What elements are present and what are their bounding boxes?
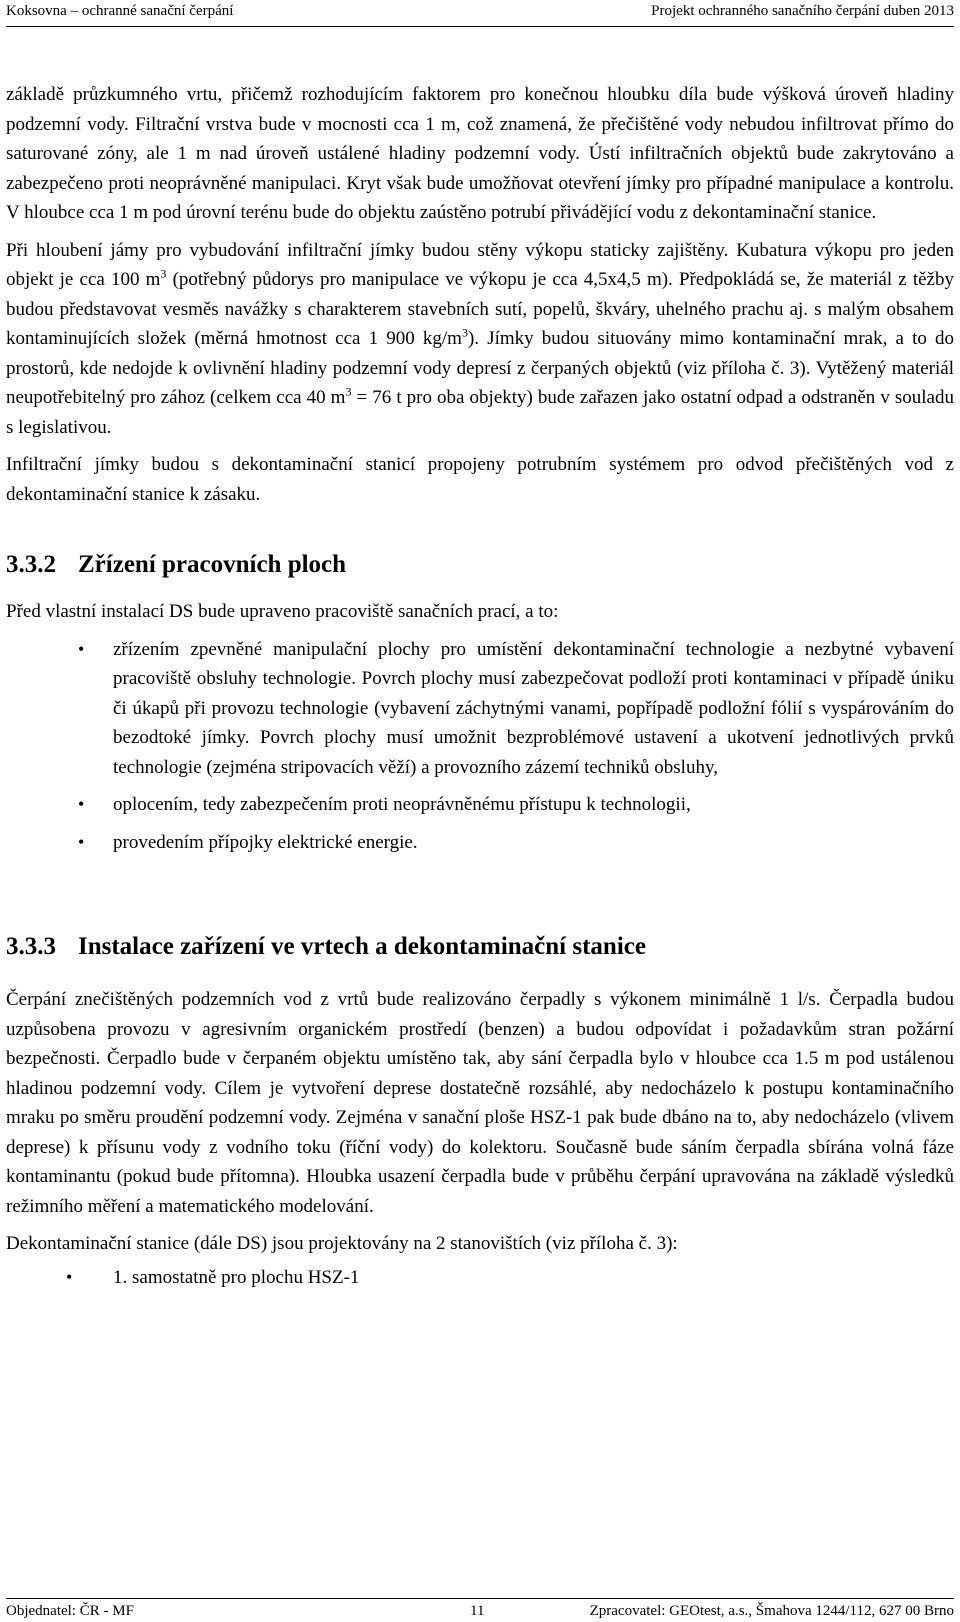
superscript: 3 [461,325,468,340]
superscript: 3 [160,266,167,281]
superscript: 3 [345,384,352,399]
section-title: Zřízení pracovních ploch [78,551,347,578]
text-segment: ). Jímky budou situovány mimo kontaminační mrak, a to do prostorů, kde nedojde k ovlivnění hladiny podzemní vody depresí z čerpaných objektů (viz příloha č. 3). Vytěžený materiál neupotřebitelný pro zához (celkem cca 40 m [6,328,954,408]
section-heading-333 [6,931,954,963]
section-number: 3.3.2 [6,551,56,578]
list-item-text: oplocením, tedy zabezpečením proti neoprávněnému přístupu k technologii, [113,794,691,815]
section-332-intro: Před vlastní instalací DS bude upraveno pracoviště sanačních prací, a to: [6,601,559,622]
list-item [6,790,954,820]
section-333-paragraph-pumping: Čerpání znečištěných podzemních vod z vrtů bude realizováno čerpadly s výkonem minimálně 1 l/s. Čerpadla budou uzpůsobena provozu v agresivním organickém prostředí (benzen) a budou odpovídat i požadavkům stran požární bezpečnosti. Čerpadlo bude v čerpaném objektu umístěno tak, aby sání čerpadla bylo v hloubce cca 1.5 m pod ustálenou hladinou podzemní vody. Cílem je vytvoření deprese dostatečně rozsáhlé, aby nedocházelo k postupu kontaminačního mraku po směru proudění podzemní vody. Zejména v sanační ploše HSZ-1 pak bude dbáno na to, aby nedocházelo (vlivem deprese) k přísunu vody z vodního toku (říční vody) do kolektoru. Současně bude sáním čerpadla sbírána volná fáze kontaminantu (pokud bude přítomna). Hloubka usazení čerpadla bude v průběhu čerpání upravována na základě výsledků režimního měření a matematického modelování. [6,989,954,1217]
list-item-text: provedením přípojky elektrické energie. [113,831,418,853]
bullet-icon: • [78,794,85,814]
bullet-icon: • [78,638,85,659]
work-area-list [6,635,954,858]
header-left-text: Koksovna – ochranné sanační čerpání [6,3,234,19]
list-item [6,828,954,858]
list-item-text: 1. samostatně pro plochu HSZ-1 [113,1266,360,1288]
stations-list [6,1263,954,1293]
text-segment: (potřebný půdorys pro manipulace ve výkopu je cca 4,5x4,5 m). Předpokládá se, že materiál z těžby budou představovat vesměs navážky s charakterem stavebních sutí, popelů, škváry, uhelného prachu aj. s malým obsahem kontaminujících složek (měrná hmotnost cca 1 900 kg/m [6,269,954,349]
text-segment: Při hloubení jámy pro vybudování infiltrační jímky budou stěny výkopu staticky zajištěny. Kubatura výkopu pro jeden objekt je cca 100 m [6,239,954,290]
bullet-icon: • [78,831,85,852]
text-segment: = 76 t pro oba objekty) bude zařazen jako ostatní odpad a odstraněn v souladu s legislativou. [6,387,954,438]
section-number: 3.3.3 [6,933,56,960]
page-header [6,0,954,27]
section-heading-332 [6,549,954,581]
header-right-text: Projekt ochranného sanačního čerpání duben 2013 [651,3,954,19]
footer-client: Objednatel: ČR - MF [6,1603,134,1619]
section-title: Instalace zařízení ve vrtech a dekontaminační stanice [78,933,646,960]
page-footer [6,1598,954,1621]
list-item [6,635,954,783]
list-item-text: zřízením zpevněné manipulační plochy pro umístění dekontaminační technologie a nezbytné vybavení pracoviště obsluhy technologie. Povrch plochy musí zabezpečovat podloží proti kontaminaci v případě úniku či úkapů při provozu technologie (vybavení záchytnými vanami, popřípadě podložní fólií s vyspárováním do bezodtoké jímky. Povrch plochy musí umožnit bezproblémové ustavení a ukotvení jednotlivých prvků technologie (zejména stripovacích věží) a provozního zázemí techniků obsluhy, [113,638,954,778]
document-body [6,80,954,1292]
paragraph-infiltration-connection: Infiltrační jímky budou s dekontaminační stanicí propojeny potrubním systémem pro odvod přečištěných vod z dekontaminační stanice k zásaku. [6,454,954,505]
paragraph-infiltration-depth: základě průzkumného vrtu, přičemž rozhodujícím faktorem pro konečnou hloubku díla bude výšková úroveň hladiny podzemní vody. Filtrační vrstva bude v mocnosti cca 1 m, což znamená, že přečištěné vody nebudou infiltrovat přímo do saturované zóny, ale 1 m nad úroveň ustálené hladiny podzemní vody. Ústí infiltračních objektů bude zakrytováno a zabezpečeno proti neoprávněné manipulaci. Kryt však bude umožňovat otevření jímky pro případné manipulace a kontrolu. V hloubce cca 1 m pod úrovní terénu bude do objektu zaústěno potrubí přivádějící vodu z dekontaminační stanice. [6,84,954,223]
section-333-paragraph-stations: Dekontaminační stanice (dále DS) jsou projektovány na 2 stanovištích (viz příloha č. 3): [6,1233,678,1254]
page-number: 11 [470,1603,485,1619]
list-item [6,1263,954,1293]
bullet-icon: • [66,1266,73,1287]
footer-contractor: Zpracovatel: GEOtest, a.s., Šmahova 1244/112, 627 00 Brno [589,1603,954,1619]
paragraph-excavation [6,236,954,443]
